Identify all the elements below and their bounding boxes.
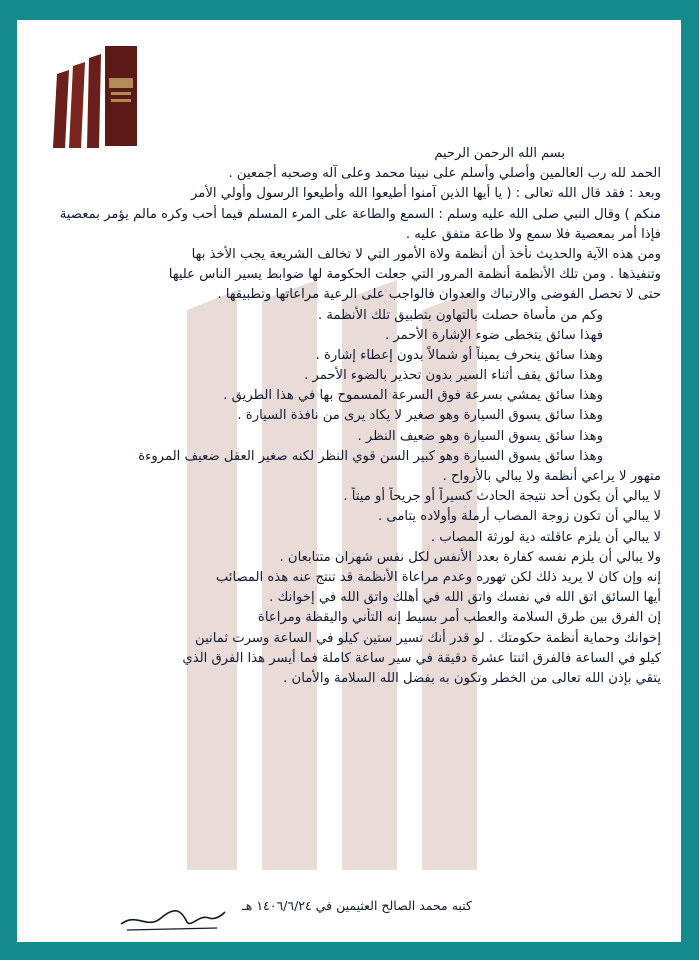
letter-line: وهذا سائق ينحرف يميناً أو شمالاً بدون إعطاء إشارة . xyxy=(315,347,603,363)
letter-line: إخوانك وحماية أنظمة حكومتك . لو قدر أنك تسير ستين كيلو في الساعة وسرت ثمانين xyxy=(195,630,661,646)
letter-line: ومن هذه الآية والحديث نأخذ أن أنظمة ولاة الأمور التي لا تخالف الشريعة يجب الأخذ بها xyxy=(191,246,661,262)
letter-body xyxy=(37,144,661,689)
letter-line: وهذا سائق يمشي بسرعة فوق السرعة المسموح بها في هذا الطريق . xyxy=(223,388,603,404)
logo-books-icon xyxy=(53,44,139,148)
letter-line: متهور لا يراعي أنظمة ولا يبالي بالأرواح . xyxy=(442,469,661,484)
signature-date-line: كتبه محمد الصالح العثيمين في ١٤٠٦/٦/٢٤ هـ xyxy=(242,898,472,913)
letter-line: وهذا سائق يسوق السيارة وهو صغير لا يكاد يرى من نافذة السيارة . xyxy=(237,408,603,424)
letter-line: ولا يبالي أن يلزم نفسه كفارة بعدد الأنفس لكل نفس شهران متتابعان . xyxy=(279,549,661,565)
basmala-line: بسم الله الرحمن الرحيم xyxy=(434,146,565,161)
letter-line: وهذا سائق يسوق السيارة وهو كبير السن قوي النظر لكنه صغير العقل ضعيف المروءة xyxy=(138,448,603,464)
document-paper xyxy=(17,20,681,942)
letter-line: وهذا سائق يقف أثناء السير بدون تحذير بالضوء الأحمر . xyxy=(304,368,603,384)
letter-line: أيها السائق اتق الله في نفسك واتق الله في أهلك واتق الله في إخوانك . xyxy=(269,590,661,606)
letter-line: وكم من مأساة حصلت بالتهاون بتطبيق تلك الأنظمة . xyxy=(318,307,603,323)
letter-line: وبعد : فقد قال الله تعالى : ( يا أيها الذين آمنوا أطيعوا الله وأطيعوا الرسول وأولي الأمر xyxy=(191,186,661,202)
letter-line: فهذا سائق يتخطى ضوء الإشارة الأحمر . xyxy=(385,327,603,343)
letter-line: يتقي بإذن الله تعالى من الخطر وتكون به بفضل الله السلامة والأمان . xyxy=(283,670,661,686)
letter-line: إن الفرق بين طرق السلامة والعطب أمر بسيط إنه التأني واليقظة ومراعاة xyxy=(257,610,661,626)
handwritten-signature-image xyxy=(117,904,227,934)
letter-line: لا يبالي أن يكون أحد نتيجة الحادث كسيراً أو جريحاً أو ميتاً . xyxy=(343,489,661,505)
letter-line: لا يبالي أن تكون زوجة المصاب أرملة وأولاده يتامى . xyxy=(377,509,661,525)
letter-line: الحمد لله رب العالمين وأصلي وأسلم على نبينا محمد وعلى آله وصحبه أجمعين . xyxy=(228,166,661,182)
letter-line: فإذا أمر بمعصية فلا سمع ولا طاعة متفق عليه . xyxy=(405,226,661,242)
letter-line: إنه وإن كان لا يريد ذلك لكن تهوره وعدم مراعاة الأنظمة قد تنتج عنه هذه المصائب xyxy=(215,569,661,585)
letter-line: لا يبالي أن يلزم عاقلته دية لورثة المصاب . xyxy=(430,529,661,545)
letter-line: كيلو في الساعة فالفرق اثنتا عشرة دقيقة في سير ساعة كاملة فما أيسر هذا الفرق الذي xyxy=(182,650,661,666)
letter-line: منكم ) وقال النبي صلى الله عليه وسلم : السمع والطاعة على المرء المسلم فيما أحب وكره مالم يؤمر بمعصية xyxy=(59,206,661,222)
letter-line: حتى لا تحصل الفوضى والارتباك والعدوان فالواجب على الرعية مراعاتها وتطبيقها . xyxy=(217,287,661,303)
letter-line: وتنفيذها . ومن تلك الأنظمة أنظمة المرور التي جعلت الحكومة لها ضوابط يسير الناس عليها xyxy=(168,267,661,283)
letter-line: وهذا سائق يسوق السيارة وهو ضعيف النظر . xyxy=(357,428,603,444)
